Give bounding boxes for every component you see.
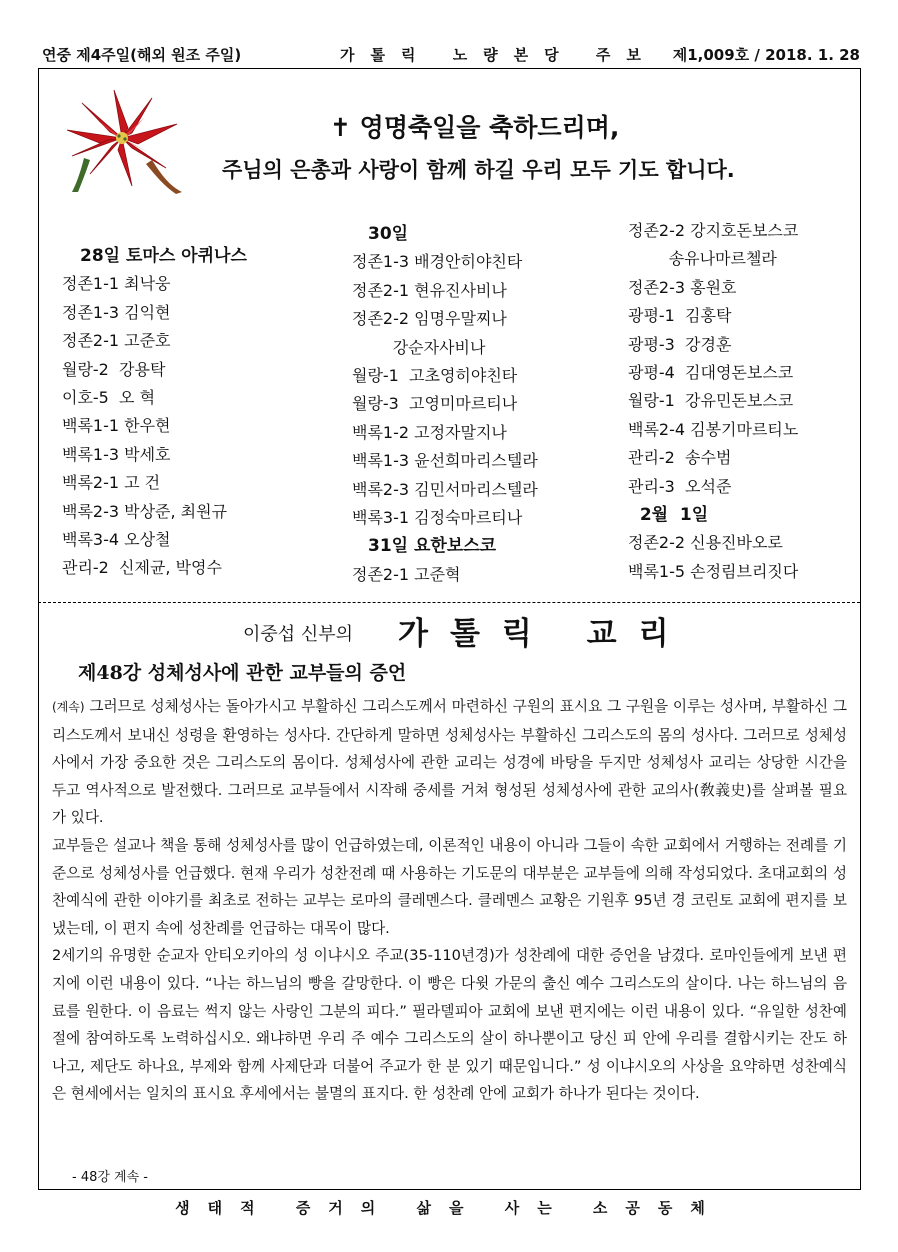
- feast-entry: 월랑-1 강유민돈보스코: [628, 391, 794, 411]
- greeting-line-1: ✝ 영명축일을 축하드리며,: [330, 113, 620, 142]
- feast-entry: 백록2-4 김봉기마르티노: [628, 419, 799, 439]
- poinsettia-icon: [54, 88, 194, 198]
- continued-note: - 48강 계속 -: [72, 1170, 148, 1185]
- feast-entry: 정존2-2 강지호돈보스코: [628, 221, 799, 240]
- feast-entry: 관리-2 송수범: [628, 448, 732, 468]
- feast-day-heading: 28일 토마스 아퀴나스: [80, 246, 247, 266]
- greeting-line-2: 주님의 은총과 사랑이 함께 하길 우리 모두 기도 합니다.: [222, 158, 735, 182]
- feast-entry: 광평-1 김홍탁: [628, 306, 732, 326]
- feast-entry: 월랑-2 강용탁: [62, 359, 166, 379]
- feast-entry: 광평-4 김대영돈보스코: [628, 362, 794, 382]
- feast-entry: 정존2-2 임명우말찌나: [352, 309, 507, 329]
- feast-entry: 백록1-2 고정자말지나: [352, 422, 507, 442]
- feast-entry: 백록3-4 오상철: [62, 529, 171, 549]
- footer-slogan: 생태적 증거의 삶을 사는 소공동체: [175, 1199, 723, 1217]
- feast-entry: 정존1-3 배경안히야친타: [352, 252, 523, 272]
- doctrine-author: 이중섭 신부의: [243, 624, 354, 645]
- feast-entry: 월랑-1 고초영히야친타: [352, 365, 518, 385]
- feast-entry: 광평-3 강경훈: [628, 334, 732, 354]
- section-divider: [38, 602, 860, 603]
- feast-day-heading: 30일: [368, 224, 409, 244]
- feast-day-heading: 31일 요한보스코: [368, 536, 497, 557]
- paragraph-1: (계속) 그러므로 성체성사는 돌아가시고 부활하신 그리스도께서 마련하신 구원의 표시요 그 구원을 이루는 성사며, 부활하신 그리스도께서 보내신 성령을 환영하는 성사다. 간단하게 말하면 성체성사는 부활하신 그리스도의 몸의 성사다. 그러므로 성체성사에서 가장 중요한 것은 그리스도의 몸이다. 성체성사에 관한 교리는 성경에 바탕을 두지만 성체성사 교리는 상당한 시간을 두고 역사적으로 발전했다. 그러므로 교부들에서 시작해 중세를 거쳐 형성된 성체성사에 관한 교의사(敎義史)를 살펴볼 필요가 있다.: [52, 698, 847, 827]
- feast-entry: 백록1-3 윤선희마리스텔라: [352, 451, 538, 471]
- liturgical-day: 연중 제4주일(해외 원조 주일): [42, 46, 242, 64]
- cross-icon: ✝: [330, 113, 351, 142]
- feast-entry: 월랑-3 고영미마르티나: [352, 394, 518, 414]
- feast-column-2: [352, 220, 538, 589]
- feast-column-1: [62, 242, 247, 583]
- feast-entry: 정존2-1 현유진사비나: [352, 280, 507, 300]
- feast-day-heading: 2월 1일: [628, 504, 709, 525]
- issue-number-date: 제1,009호 / 2018. 1. 28: [672, 46, 860, 64]
- feast-entry: 강순자사비나: [352, 337, 486, 357]
- bulletin-title: 가톨릭 노량본당 주보: [340, 46, 657, 64]
- feast-entry: 송유나마르첼라: [628, 249, 777, 269]
- feast-entry: 정존2-3 홍원호: [628, 277, 737, 297]
- feast-entry: 정존1-1 최낙웅: [62, 274, 171, 294]
- feast-entry: 정존2-1 고준호: [62, 331, 171, 351]
- lecture-title: 제48강 성체성사에 관한 교부들의 증언: [78, 662, 407, 684]
- doctrine-heading: 가톨릭 교리: [398, 616, 691, 652]
- bulletin-header: [40, 44, 860, 66]
- feast-entry: 백록1-1 한우현: [62, 416, 171, 436]
- feast-entry: 백록2-1 고 건: [62, 473, 161, 493]
- feast-entry: 관리-3 오석준: [628, 476, 732, 496]
- feast-entry: 백록1-3 박세호: [62, 444, 171, 464]
- doctrine-title: [0, 608, 898, 652]
- feast-entry: 백록2-3 박상준, 최원규: [62, 501, 228, 521]
- feast-entry: 백록1-5 손정림브리짓다: [628, 561, 799, 581]
- feast-entry: 백록2-3 김민서마리스텔라: [352, 479, 538, 499]
- feast-column-3: [628, 217, 798, 586]
- feast-entry: 정존1-3 김익현: [62, 302, 171, 322]
- feast-entry: 정존2-2 신용진바오로: [628, 533, 783, 553]
- feast-entry: 이호-5 오 혁: [62, 387, 156, 407]
- feast-entry: 백록3-1 김정숙마르티나: [352, 507, 523, 527]
- feast-entry: 관리-2 신제균, 박영수: [62, 558, 222, 578]
- paragraph-3: 2세기의 유명한 순교자 안티오키아의 성 이냐시오 주교(35-110년경)가 성찬례에 대한 증언을 남겼다. 로마인들에게 보낸 편지에 이런 내용이 있다. “나는 하느님의 빵을 갈망한다. 이 빵은 다윗 가문의 출신 예수 그리스도의 살이다. 나는 하느님의 음료를 원한다. 이 음료는 썩지 않는 사랑인 그분의 피다.” 필라델피아 교회에 보낸 편지에는 이런 내용이 있다. “유일한 성찬예절에 참여하도록 노력하십시오. 왜냐하면 우리 주 예수 그리스도의 살이 하나뿐이고 당신 피 안에 우리를 결합시키는 잔도 하나고, 제단도 하나요, 부제와 함께 사제단과 더불어 주교가 한 분 있기 때문입니다.” 성 이냐시오의 사상을 요약하면 성찬예식은 현세에서는 일치의 표시요 후세에서는 불멸의 표지다. 한 성찬례 안에 교회가 하나가 된다는 것이다.: [52, 947, 847, 1103]
- doctrine-body: [52, 693, 847, 1108]
- paragraph-2: 교부들은 설교나 책을 통해 성체성사를 많이 언급하였는데, 이론적인 내용이 아니라 그들이 속한 교회에서 거행하는 전례를 기준으로 성체성사를 언급했다. 현재 우리가 성찬전례 때 사용하는 기도문의 대부분은 교부들에 의해 작성되었다. 초대교회의 성찬예식에 관한 이야기를 최초로 전하는 교부는 로마의 클레멘스다. 클레멘스 교황은 기원후 95년 경 코린토 교회에 편지를 보냈는데, 이 편지 속에 성찬례를 언급하는 대목이 많다.: [52, 836, 847, 937]
- feast-entry: 정존2-1 고준혁: [352, 564, 461, 584]
